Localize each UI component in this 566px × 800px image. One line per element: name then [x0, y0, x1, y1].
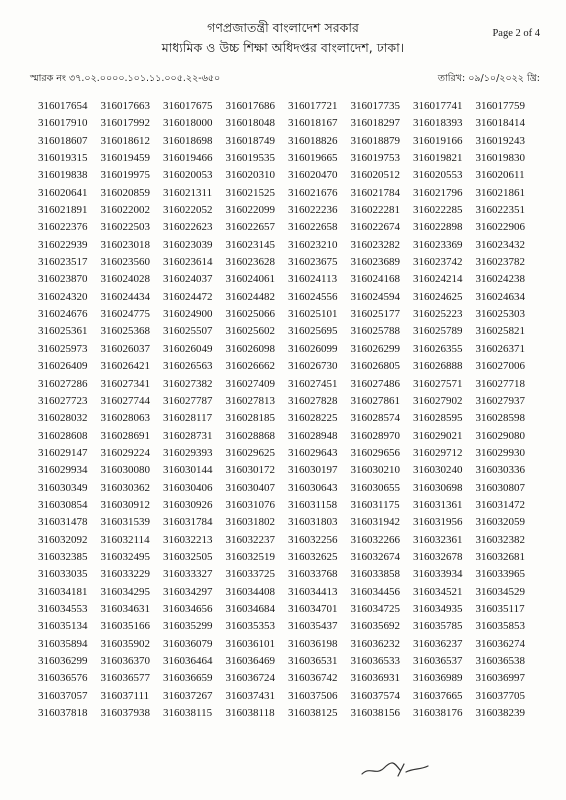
roll-number-cell: 316031802 — [225, 516, 275, 529]
roll-number-cell: 316031076 — [225, 498, 275, 511]
roll-number-cell: 316022658 — [288, 221, 338, 234]
roll-number-cell: 316036577 — [100, 672, 150, 685]
roll-number-cell: 316034684 — [225, 602, 275, 615]
roll-number-cell: 316038118 — [225, 707, 275, 720]
roll-number-cell: 316032256 — [288, 533, 338, 546]
roll-number-cell: 316019665 — [288, 152, 338, 165]
roll-number-cell: 316022285 — [413, 204, 463, 217]
roll-number-cell: 316027787 — [163, 394, 213, 407]
roll-number-cell: 316025788 — [350, 325, 400, 338]
roll-number-cell: 316020859 — [100, 186, 150, 199]
roll-number-cell: 316032382 — [475, 533, 525, 546]
roll-number-cell: 316023018 — [100, 238, 150, 251]
roll-number-cell: 316017721 — [288, 100, 338, 112]
roll-number-cell: 316032361 — [413, 533, 463, 546]
roll-number-cell: 316017910 — [38, 117, 88, 130]
roll-number-cell: 316030406 — [163, 481, 213, 494]
roll-number-cell: 316024775 — [100, 308, 150, 321]
roll-number-cell: 316036299 — [38, 655, 88, 667]
roll-number-cell: 316037111 — [100, 689, 150, 702]
roll-number-cell: 316028574 — [350, 412, 400, 425]
roll-number-cell: 316029021 — [413, 429, 463, 442]
roll-number-cell: 316036237 — [413, 637, 463, 650]
roll-number-cell: 316028225 — [288, 412, 338, 425]
roll-number-cell: 316030336 — [475, 464, 525, 477]
roll-number-cell: 316022376 — [38, 221, 88, 234]
roll-number-cell: 316030698 — [413, 481, 463, 494]
roll-number-table — [38, 98, 538, 722]
roll-number-cell: 316036533 — [350, 655, 400, 667]
roll-number-cell: 316032505 — [163, 550, 213, 563]
roll-number-cell: 316025789 — [413, 325, 463, 338]
roll-number-cell: 316036531 — [288, 655, 338, 667]
roll-number-cell: 316018167 — [288, 117, 338, 130]
roll-number-cell: 316017992 — [100, 117, 150, 130]
roll-number-cell: 316036464 — [163, 655, 213, 667]
roll-number-cell: 316032681 — [475, 550, 525, 563]
roll-number-cell: 316031942 — [350, 516, 400, 529]
roll-number-cell: 316032678 — [413, 550, 463, 563]
roll-number-cell: 316026049 — [163, 342, 213, 355]
roll-number-cell: 316026098 — [225, 342, 275, 355]
document-date: তারিখ: ০৯/১০/২০২২ খ্রি: — [437, 73, 540, 84]
roll-number-cell: 316024320 — [38, 290, 88, 303]
roll-number-cell: 316025973 — [38, 342, 88, 355]
roll-number-cell: 316018749 — [225, 134, 275, 147]
roll-number-cell: 316024556 — [288, 290, 338, 303]
roll-number-cell: 316020553 — [413, 169, 463, 182]
roll-number-cell: 316029625 — [225, 446, 275, 459]
roll-number-cell: 316025066 — [225, 308, 275, 321]
roll-number-cell: 316023782 — [475, 256, 525, 269]
roll-number-cell: 316036370 — [100, 655, 150, 667]
roll-number-cell: 316031158 — [288, 498, 338, 511]
roll-number-cell: 316025507 — [163, 325, 213, 338]
roll-number-cell: 316019535 — [225, 152, 275, 165]
roll-number-cell: 316017741 — [413, 100, 463, 112]
roll-number-cell: 316030197 — [288, 464, 338, 477]
roll-number-cell: 316024238 — [475, 273, 525, 286]
roll-number-cell: 316025602 — [225, 325, 275, 338]
roll-number-cell: 316024482 — [225, 290, 275, 303]
roll-number-cell: 316031803 — [288, 516, 338, 529]
roll-number-cell: 316026662 — [225, 360, 275, 373]
roll-number-cell: 316036724 — [225, 672, 275, 685]
roll-number-cell: 316029712 — [413, 446, 463, 459]
roll-number-cell: 316022281 — [350, 204, 400, 217]
roll-number-cell: 316027902 — [413, 394, 463, 407]
roll-number-cell: 316035299 — [163, 620, 213, 633]
roll-number-cell: 316022939 — [38, 238, 88, 251]
roll-number-cell: 316032266 — [350, 533, 400, 546]
roll-number-cell: 316030144 — [163, 464, 213, 477]
roll-number-cell: 316026409 — [38, 360, 88, 373]
roll-number-cell: 316028595 — [413, 412, 463, 425]
roll-number-cell: 316019466 — [163, 152, 213, 165]
roll-number-cell: 316022503 — [100, 221, 150, 234]
roll-number-cell: 316025303 — [475, 308, 525, 321]
roll-number-cell: 316036079 — [163, 637, 213, 650]
roll-number-cell: 316034631 — [100, 602, 150, 615]
roll-number-cell: 316020641 — [38, 186, 88, 199]
roll-number-cell: 316024061 — [225, 273, 275, 286]
roll-number-cell: 316023210 — [288, 238, 338, 251]
roll-number-cell: 316029224 — [100, 446, 150, 459]
roll-number-cell: 316030643 — [288, 481, 338, 494]
roll-number-cell: 316033768 — [288, 568, 338, 581]
roll-number-cell: 316027813 — [225, 394, 275, 407]
roll-number-cell: 316038125 — [288, 707, 338, 720]
roll-number-cell: 316017686 — [225, 100, 275, 112]
roll-number-cell: 316033858 — [350, 568, 400, 581]
roll-number-cell: 316023870 — [38, 273, 88, 286]
roll-number-cell: 316030854 — [38, 498, 88, 511]
roll-number-cell: 316026099 — [288, 342, 338, 355]
roll-number-cell: 316032495 — [100, 550, 150, 563]
roll-number-cell: 316034935 — [413, 602, 463, 615]
roll-number-cell: 316029643 — [288, 446, 338, 459]
roll-number-cell: 316038239 — [475, 707, 525, 720]
roll-number-cell: 316020611 — [475, 169, 525, 182]
roll-number-cell: 316024472 — [163, 290, 213, 303]
roll-number-cell: 316024594 — [350, 290, 400, 303]
roll-number-cell: 316033035 — [38, 568, 88, 581]
roll-number-cell: 316034521 — [413, 585, 463, 598]
roll-number-cell: 316018612 — [100, 134, 150, 147]
roll-number-cell: 316031175 — [350, 498, 400, 511]
roll-number-cell: 316035785 — [413, 620, 463, 633]
roll-number-cell: 316036101 — [225, 637, 275, 650]
roll-number-cell: 316031478 — [38, 516, 88, 529]
roll-number-cell: 316020512 — [350, 169, 400, 182]
roll-number-cell: 316019459 — [100, 152, 150, 165]
roll-number-cell: 316018048 — [225, 117, 275, 130]
roll-number-cell: 316025101 — [288, 308, 338, 321]
roll-number-cell: 316024028 — [100, 273, 150, 286]
roll-number-cell: 316030926 — [163, 498, 213, 511]
roll-number-cell: 316018414 — [475, 117, 525, 130]
roll-number-cell: 316037574 — [350, 689, 400, 702]
roll-number-cell: 316018698 — [163, 134, 213, 147]
roll-number-cell: 316025177 — [350, 308, 400, 321]
roll-number-cell: 316022674 — [350, 221, 400, 234]
roll-number-cell: 316035692 — [350, 620, 400, 633]
roll-number-cell: 316033725 — [225, 568, 275, 581]
roll-number-cell: 316019838 — [38, 169, 88, 182]
roll-number-cell: 316037665 — [413, 689, 463, 702]
government-title: গণপ্রজাতন্ত্রী বাংলাদেশ সরকার — [207, 20, 359, 35]
roll-number-cell: 316038115 — [163, 707, 213, 720]
roll-number-cell: 316024900 — [163, 308, 213, 321]
roll-number-cell: 316037818 — [38, 707, 88, 720]
roll-number-cell: 316018879 — [350, 134, 400, 147]
roll-number-cell: 316026371 — [475, 342, 525, 355]
roll-number-cell: 316022099 — [225, 204, 275, 217]
roll-number-cell: 316027486 — [350, 377, 400, 390]
roll-number-cell: 316034297 — [163, 585, 213, 598]
roll-number-cell: 316032625 — [288, 550, 338, 563]
roll-number-cell: 316024625 — [413, 290, 463, 303]
roll-number-cell: 316018393 — [413, 117, 463, 130]
roll-number-cell: 316034656 — [163, 602, 213, 615]
roll-number-cell: 316036274 — [475, 637, 525, 650]
roll-number-cell: 316029930 — [475, 446, 525, 459]
roll-number-cell: 316036537 — [413, 655, 463, 667]
roll-number-cell: 316020310 — [225, 169, 275, 182]
memo-number: স্মারক নং ৩৭.০২.০০০০.১০১.১১.০০৫.২২-৬৫০ — [30, 73, 221, 84]
roll-number-cell: 316023039 — [163, 238, 213, 251]
roll-number-cell: 316022236 — [288, 204, 338, 217]
roll-number-cell: 316026355 — [413, 342, 463, 355]
roll-number-cell: 316027723 — [38, 394, 88, 407]
roll-number-cell: 316029147 — [38, 446, 88, 459]
roll-number-cell: 316021796 — [413, 186, 463, 199]
roll-number-cell: 316034456 — [350, 585, 400, 598]
roll-number-cell: 316028948 — [288, 429, 338, 442]
roll-number-cell: 316036659 — [163, 672, 213, 685]
roll-number-cell: 316038156 — [350, 707, 400, 720]
roll-number-cell: 316036538 — [475, 655, 525, 667]
roll-number-cell: 316031784 — [163, 516, 213, 529]
roll-number-cell: 316024168 — [350, 273, 400, 286]
roll-number-cell: 316024434 — [100, 290, 150, 303]
roll-number-cell: 316027937 — [475, 394, 525, 407]
roll-number-cell: 316023145 — [225, 238, 275, 251]
roll-number-cell: 316025695 — [288, 325, 338, 338]
roll-number-cell: 316024037 — [163, 273, 213, 286]
roll-number-cell: 316027571 — [413, 377, 463, 390]
roll-number-cell: 316031539 — [100, 516, 150, 529]
roll-number-cell: 316035134 — [38, 620, 88, 633]
roll-number-cell: 316024676 — [38, 308, 88, 321]
roll-number-cell: 316017663 — [100, 100, 150, 112]
roll-number-cell: 316028868 — [225, 429, 275, 442]
roll-number-cell: 316018297 — [350, 117, 400, 130]
roll-number-cell: 316025368 — [100, 325, 150, 338]
roll-number-cell: 316023675 — [288, 256, 338, 269]
roll-number-cell: 316017759 — [475, 100, 525, 112]
roll-number-cell: 316027382 — [163, 377, 213, 390]
roll-number-cell: 316023432 — [475, 238, 525, 251]
roll-number-cell: 316026563 — [163, 360, 213, 373]
roll-number-cell: 316030807 — [475, 481, 525, 494]
roll-number-cell: 316027286 — [38, 377, 88, 390]
roll-number-cell: 316018607 — [38, 134, 88, 147]
roll-number-cell: 316031956 — [413, 516, 463, 529]
roll-number-cell: 316017735 — [350, 100, 400, 112]
roll-number-cell: 316035117 — [475, 602, 525, 615]
roll-number-cell: 316018000 — [163, 117, 213, 130]
roll-number-cell: 316035902 — [100, 637, 150, 650]
roll-number-cell: 316031472 — [475, 498, 525, 511]
roll-number-cell: 316019243 — [475, 134, 525, 147]
roll-number-cell: 316037057 — [38, 689, 88, 702]
roll-number-cell: 316023742 — [413, 256, 463, 269]
signature-mark — [360, 758, 430, 780]
roll-number-cell: 316030362 — [100, 481, 150, 494]
roll-number-cell: 316034701 — [288, 602, 338, 615]
roll-number-cell: 316028063 — [100, 412, 150, 425]
roll-number-cell: 316022002 — [100, 204, 150, 217]
roll-number-cell: 316017675 — [163, 100, 213, 112]
roll-number-cell: 316030080 — [100, 464, 150, 477]
roll-number-cell: 316029080 — [475, 429, 525, 442]
roll-number-cell: 316038176 — [413, 707, 463, 720]
roll-number-cell: 316036997 — [475, 672, 525, 685]
roll-number-cell: 316032092 — [38, 533, 88, 546]
roll-number-cell: 316032674 — [350, 550, 400, 563]
roll-number-cell: 316026299 — [350, 342, 400, 355]
roll-number-cell: 316028185 — [225, 412, 275, 425]
roll-number-cell: 316021891 — [38, 204, 88, 217]
roll-number-cell: 316036232 — [350, 637, 400, 650]
roll-number-cell: 316023689 — [350, 256, 400, 269]
roll-number-cell: 316033327 — [163, 568, 213, 581]
roll-number-cell: 316022052 — [163, 204, 213, 217]
roll-number-cell: 316034408 — [225, 585, 275, 598]
roll-number-cell: 316019821 — [413, 152, 463, 165]
roll-number-cell: 316017654 — [38, 100, 88, 112]
roll-number-cell: 316022657 — [225, 221, 275, 234]
roll-number-cell: 316026730 — [288, 360, 338, 373]
roll-number-cell: 316021861 — [475, 186, 525, 199]
roll-number-cell: 316027409 — [225, 377, 275, 390]
roll-number-cell: 316035853 — [475, 620, 525, 633]
page-number: Page 2 of 4 — [492, 28, 540, 39]
roll-number-cell: 316027861 — [350, 394, 400, 407]
roll-number-cell: 316035894 — [38, 637, 88, 650]
roll-number-cell: 316023560 — [100, 256, 150, 269]
roll-number-cell: 316032213 — [163, 533, 213, 546]
roll-number-cell: 316030407 — [225, 481, 275, 494]
roll-number-cell: 316023517 — [38, 256, 88, 269]
roll-number-cell: 316036469 — [225, 655, 275, 667]
department-title: মাধ্যমিক ও উচ্চ শিক্ষা অধিদপ্তর বাংলাদেশ, ঢাকা। — [161, 40, 405, 55]
roll-number-cell: 316028598 — [475, 412, 525, 425]
roll-number-cell: 316028731 — [163, 429, 213, 442]
roll-number-cell: 316035437 — [288, 620, 338, 633]
roll-number-cell: 316035166 — [100, 620, 150, 633]
roll-number-cell: 316034725 — [350, 602, 400, 615]
roll-number-cell: 316019830 — [475, 152, 525, 165]
roll-number-cell: 316027744 — [100, 394, 150, 407]
roll-number-cell: 316037506 — [288, 689, 338, 702]
roll-number-cell: 316025821 — [475, 325, 525, 338]
roll-number-cell: 316032059 — [475, 516, 525, 529]
roll-number-cell: 316030912 — [100, 498, 150, 511]
roll-number-cell: 316029393 — [163, 446, 213, 459]
roll-number-cell: 316028970 — [350, 429, 400, 442]
roll-number-cell: 316026805 — [350, 360, 400, 373]
roll-number-cell: 316019315 — [38, 152, 88, 165]
roll-number-cell: 316030655 — [350, 481, 400, 494]
roll-number-cell: 316021784 — [350, 186, 400, 199]
roll-number-cell: 316019975 — [100, 169, 150, 182]
roll-number-cell: 316022623 — [163, 221, 213, 234]
roll-number-cell: 316032237 — [225, 533, 275, 546]
roll-number-cell: 316024634 — [475, 290, 525, 303]
roll-number-cell: 316022898 — [413, 221, 463, 234]
roll-number-cell: 316032519 — [225, 550, 275, 563]
roll-number-cell: 316036742 — [288, 672, 338, 685]
roll-number-cell: 316036931 — [350, 672, 400, 685]
roll-number-cell: 316037938 — [100, 707, 150, 720]
roll-number-cell: 316026888 — [413, 360, 463, 373]
roll-number-cell: 316024214 — [413, 273, 463, 286]
roll-number-cell: 316023282 — [350, 238, 400, 251]
roll-number-cell: 316024113 — [288, 273, 338, 286]
roll-number-cell: 316022906 — [475, 221, 525, 234]
document-header — [0, 0, 566, 90]
roll-number-cell: 316037431 — [225, 689, 275, 702]
roll-number-cell: 316021311 — [163, 186, 213, 199]
roll-number-cell: 316027451 — [288, 377, 338, 390]
roll-number-cell: 316034295 — [100, 585, 150, 598]
roll-number-cell: 316020053 — [163, 169, 213, 182]
roll-number-cell: 316035353 — [225, 620, 275, 633]
roll-number-cell: 316018826 — [288, 134, 338, 147]
roll-number-cell: 316033229 — [100, 568, 150, 581]
roll-number-cell: 316029656 — [350, 446, 400, 459]
roll-number-cell: 316029934 — [38, 464, 88, 477]
roll-number-cell: 316032114 — [100, 533, 150, 546]
roll-number-cell: 316027341 — [100, 377, 150, 390]
roll-number-cell: 316019166 — [413, 134, 463, 147]
roll-number-cell: 316028032 — [38, 412, 88, 425]
roll-number-cell: 316020470 — [288, 169, 338, 182]
roll-number-cell: 316027828 — [288, 394, 338, 407]
roll-number-cell: 316030172 — [225, 464, 275, 477]
roll-number-cell: 316021676 — [288, 186, 338, 199]
roll-number-cell: 316036576 — [38, 672, 88, 685]
roll-number-cell: 316036989 — [413, 672, 463, 685]
roll-number-cell: 316023369 — [413, 238, 463, 251]
roll-number-cell: 316021525 — [225, 186, 275, 199]
roll-number-cell: 316019753 — [350, 152, 400, 165]
roll-number-cell: 316033934 — [413, 568, 463, 581]
roll-number-cell: 316034529 — [475, 585, 525, 598]
roll-number-cell: 316025223 — [413, 308, 463, 321]
roll-number-cell: 316034553 — [38, 602, 88, 615]
roll-number-cell: 316030210 — [350, 464, 400, 477]
roll-number-cell: 316033965 — [475, 568, 525, 581]
roll-number-cell: 316037267 — [163, 689, 213, 702]
roll-number-cell: 316028117 — [163, 412, 213, 425]
roll-number-cell: 316022351 — [475, 204, 525, 217]
roll-number-cell: 316036198 — [288, 637, 338, 650]
roll-number-cell: 316028691 — [100, 429, 150, 442]
roll-number-cell: 316032385 — [38, 550, 88, 563]
roll-number-cell: 316025361 — [38, 325, 88, 338]
roll-number-cell: 316027718 — [475, 377, 525, 390]
roll-number-cell: 316027006 — [475, 360, 525, 373]
roll-number-cell: 316028608 — [38, 429, 88, 442]
roll-number-cell: 316030349 — [38, 481, 88, 494]
roll-number-cell: 316026421 — [100, 360, 150, 373]
roll-number-cell: 316030240 — [413, 464, 463, 477]
roll-number-cell: 316037705 — [475, 689, 525, 702]
roll-number-cell: 316031361 — [413, 498, 463, 511]
roll-number-cell: 316034413 — [288, 585, 338, 598]
roll-number-cell: 316034181 — [38, 585, 88, 598]
roll-number-cell: 316023628 — [225, 256, 275, 269]
roll-number-cell: 316026037 — [100, 342, 150, 355]
roll-number-cell: 316023614 — [163, 256, 213, 269]
